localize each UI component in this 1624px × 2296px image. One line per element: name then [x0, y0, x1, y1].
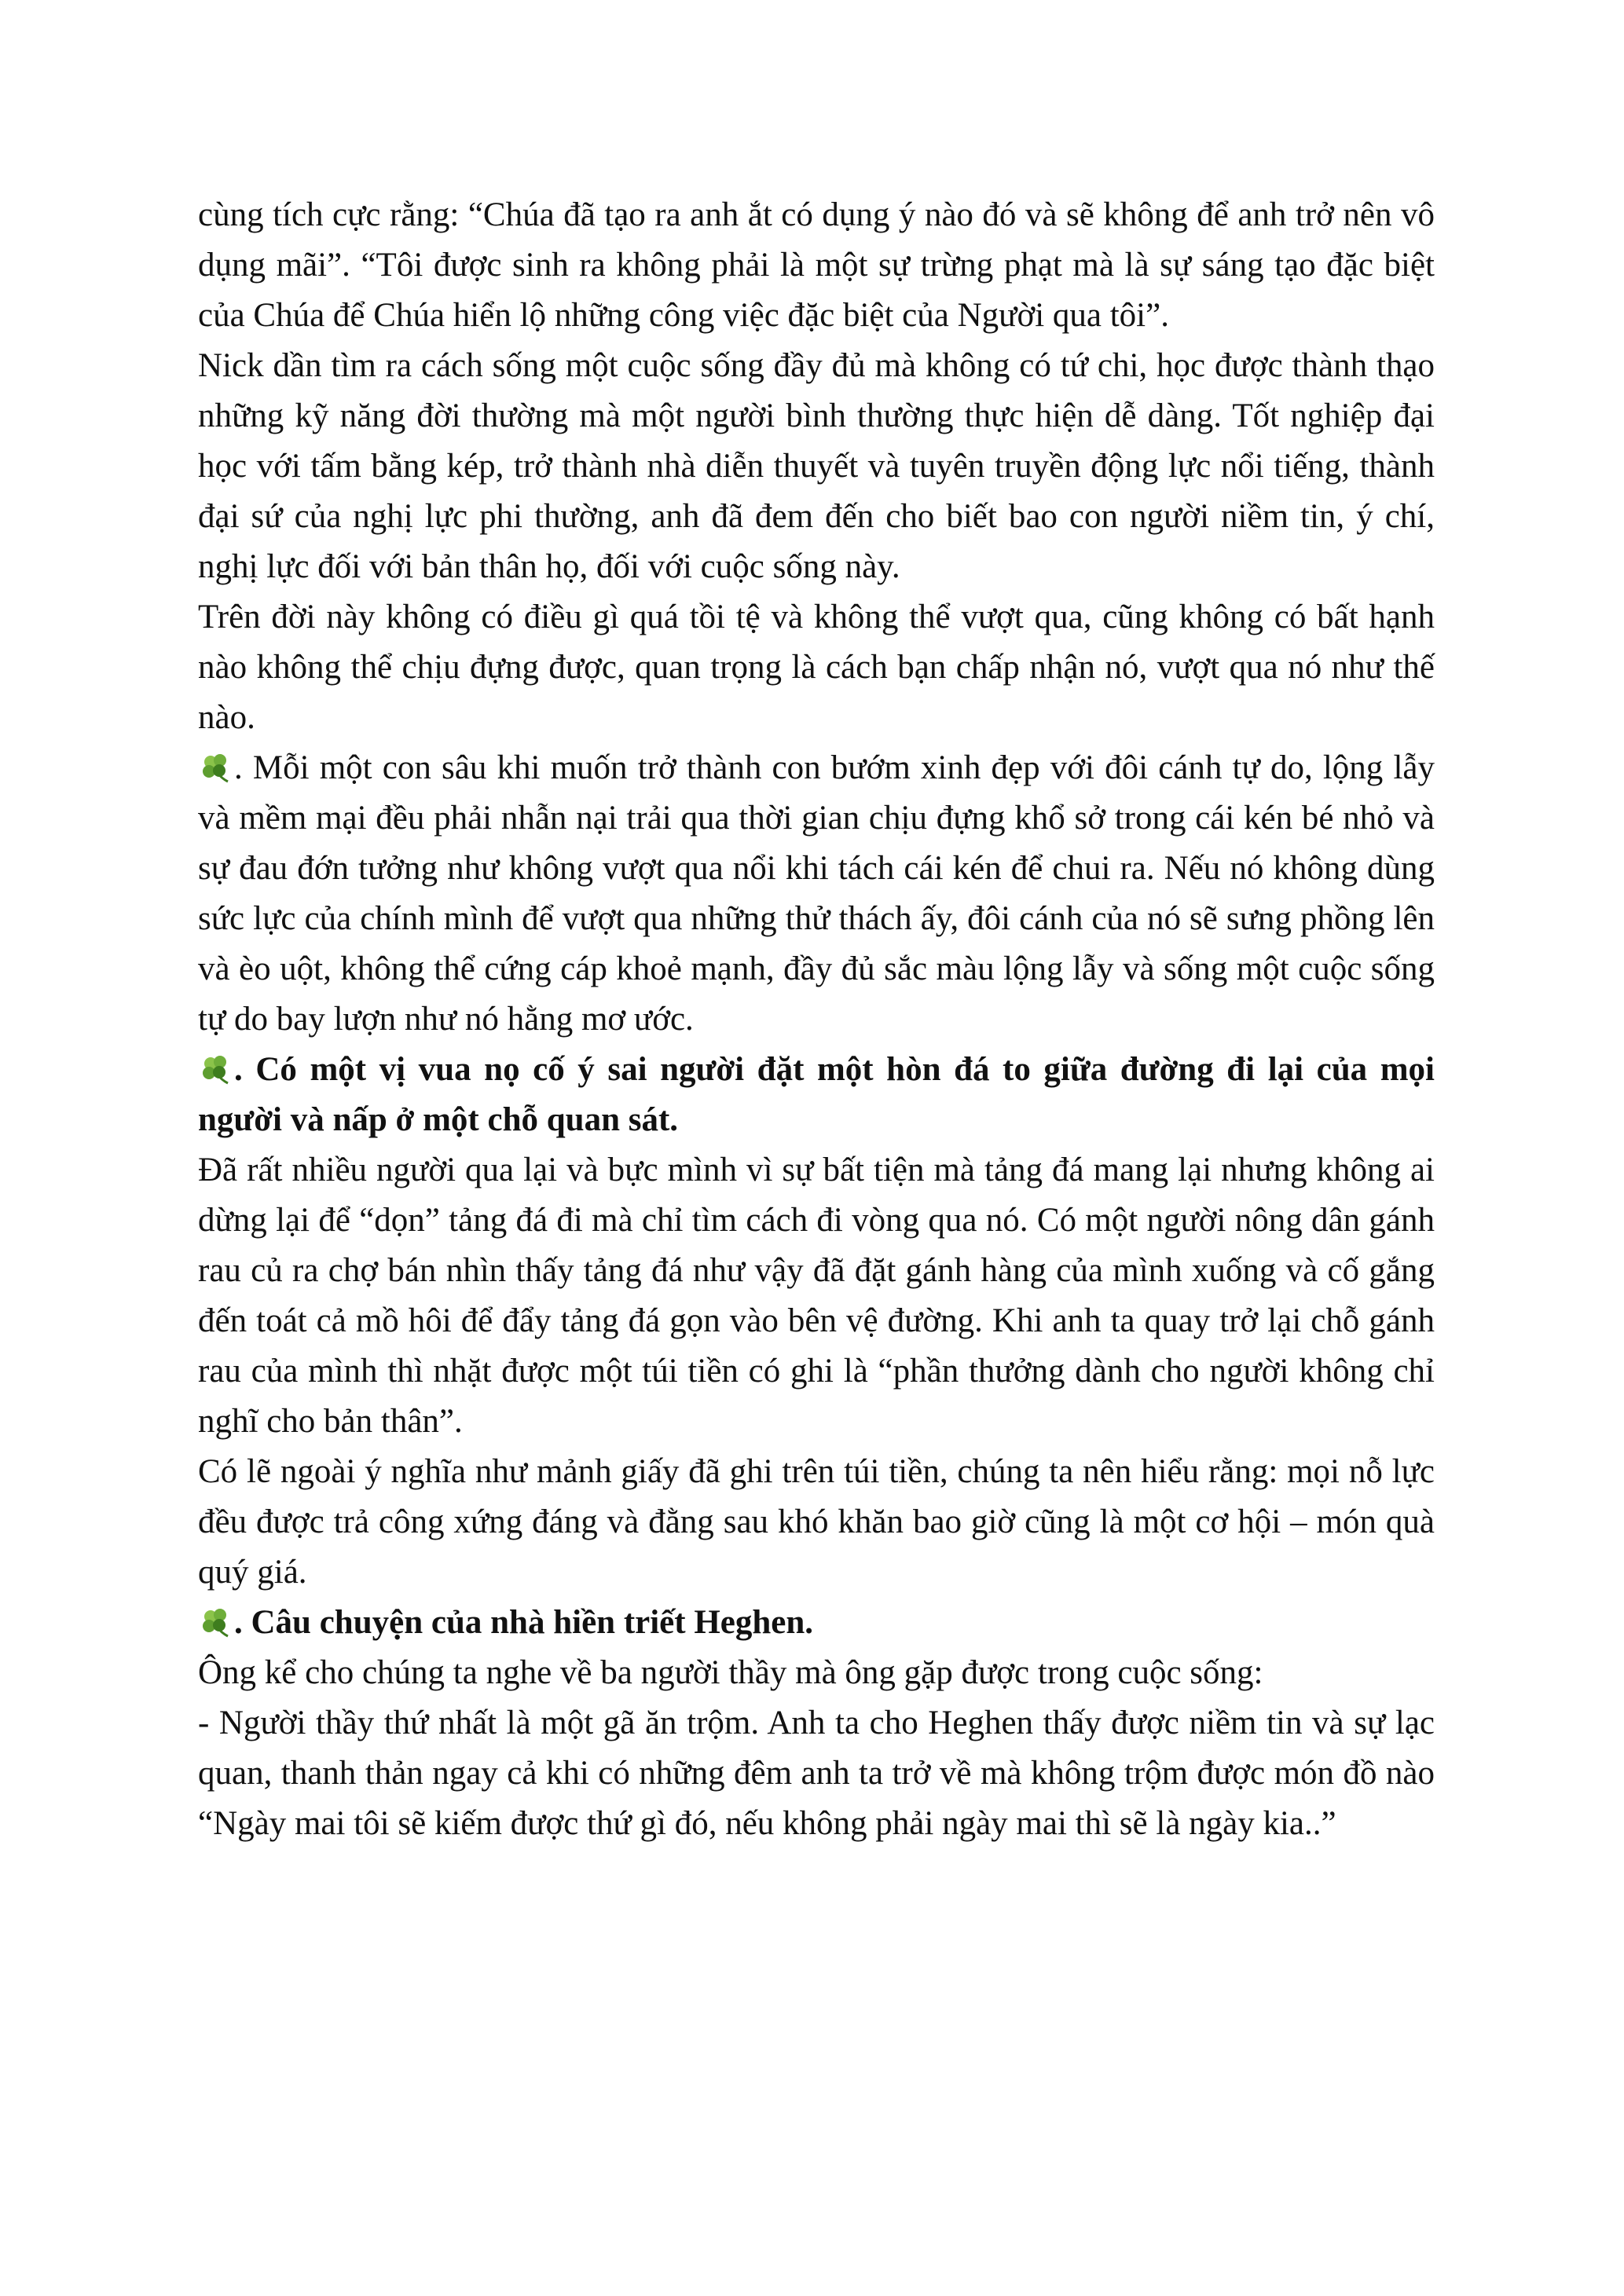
clover-icon — [198, 752, 234, 783]
paragraph-stone-story: Đã rất nhiều người qua lại và bực mình vì sự bất tiện mà tảng đá mang lại nhưng không ai dừng lại để “dọn” tảng đá đi mà chỉ tìm cách đi vòng qua nó. Có một người nông dân gánh rau củ ra chợ bán nhìn thấy tảng đá như vậy đã đặt gánh hàng của mình xuống và cố gắng đến toát cả mồ hôi để đẩy tảng đá gọn vào bên vệ đường. Khi anh ta quay trở lại chỗ gánh rau của mình thì nhặt được một túi tiền có ghi là “phần thưởng dành cho người không chỉ nghĩ cho bản thân”. — [198, 1152, 1435, 1440]
paragraph-first-teacher: - Người thầy thứ nhất là một gã ăn trộm. Anh ta cho Heghen thấy được niềm tin và sự lạc quan, thanh thản ngay cả khi có những đêm anh ta trở về mà không trộm được món đồ nào “Ngày mai tôi sẽ kiếm được thứ gì đó, nếu không phải ngày mai thì sẽ là ngày kia..” — [198, 1705, 1435, 1842]
document-page — [198, 190, 1435, 1849]
heading-king-stone — [198, 1045, 1435, 1145]
clover-icon — [198, 1606, 234, 1638]
heading-king-stone-text: . Có một vị vua nọ cố ý sai người đặt một hòn đá to giữa đường đi lại của mọi người và nấp ở một chỗ quan sát. — [198, 1051, 1435, 1138]
paragraph-butterfly-text: . Mỗi một con sâu khi muốn trở thành con bướm xinh đẹp với đôi cánh tự do, lộng lẫy và mềm mại đều phải nhẫn nại trải qua thời gian chịu đựng khổ sở trong cái kén bé nhỏ và sự đau đớn tưởng như không vượt qua nổi khi tách cái kén để chui ra. Nếu nó không dùng sức lực của chính mình để vượt qua những thử thách ấy, đôi cánh của nó sẽ sưng phồng lên và èo uột, không thể cứng cáp khoẻ mạnh, đầy đủ sắc màu lộng lẫy và sống một cuộc sống tự do bay lượn như nó hằng mơ ước. — [198, 749, 1435, 1038]
heading-heghen — [198, 1598, 1435, 1648]
heading-heghen-text: . Câu chuyện của nhà hiền triết Heghen. — [234, 1604, 814, 1641]
paragraph-butterfly — [198, 743, 1435, 1045]
clover-icon — [198, 1053, 234, 1085]
paragraph-overcome: Trên đời này không có điều gì quá tồi tệ và không thể vượt qua, cũng không có bất hạnh nào không thể chịu đựng được, quan trọng là cách bạn chấp nhận nó, vượt qua nó như thế nào. — [198, 599, 1435, 736]
paragraph-gods-purpose: cùng tích cực rằng: “Chúa đã tạo ra anh ắt có dụng ý nào đó và sẽ không để anh trở nên vô dụng mãi”. “Tôi được sinh ra không phải là một sự trừng phạt mà là sự sáng tạo đặc biệt của Chúa để Chúa hiển lộ những công việc đặc biệt của Người qua tôi”. — [198, 196, 1435, 334]
paragraph-three-teachers: Ông kể cho chúng ta nghe về ba người thầy mà ông gặp được trong cuộc sống: — [198, 1654, 1263, 1691]
paragraph-nick-life: Nick dần tìm ra cách sống một cuộc sống đầy đủ mà không có tứ chi, học được thành thạo những kỹ năng đời thường mà một người bình thường thực hiện dễ dàng. Tốt nghiệp đại học với tấm bằng kép, trở thành nhà diễn thuyết và tuyên truyền động lực nổi tiếng, thành đại sứ của nghị lực phi thường, anh đã đem đến cho biết bao con người niềm tin, ý chí, nghị lực đối với bản thân họ, đối với cuộc sống này. — [198, 347, 1435, 585]
paragraph-stone-moral: Có lẽ ngoài ý nghĩa như mảnh giấy đã ghi trên túi tiền, chúng ta nên hiểu rằng: mọi nỗ lực đều được trả công xứng đáng và đằng sau khó khăn bao giờ cũng là một cơ hội – món quà quý giá. — [198, 1453, 1435, 1591]
